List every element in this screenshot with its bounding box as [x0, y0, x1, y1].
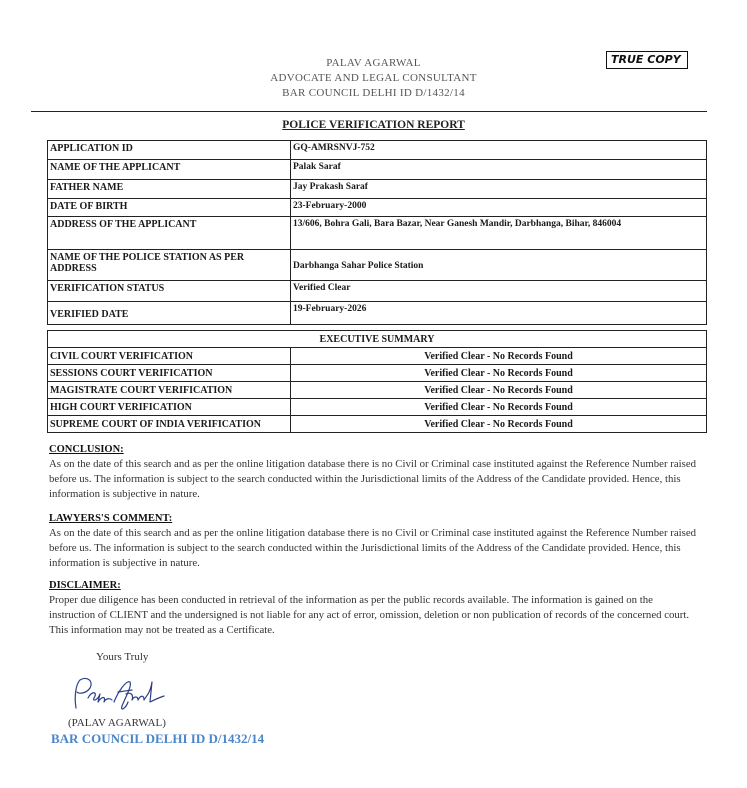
executive-summary-table	[47, 330, 707, 433]
summary-label: MAGISTRATE COURT VERIFICATION	[48, 382, 291, 399]
advocate-role: ADVOCATE AND LEGAL CONSULTANT	[270, 72, 477, 84]
report-title: POLICE VERIFICATION REPORT	[282, 119, 465, 131]
disclaimer-heading: DISCLAIMER:	[49, 580, 121, 591]
table-row	[48, 281, 707, 302]
header-divider	[31, 111, 707, 112]
detail-value: 23-February-2000	[291, 199, 707, 217]
summary-value: Verified Clear - No Records Found	[291, 348, 707, 365]
lawyers-comment-text: As on the date of this search and as per the online litigation database there is no Civil or Criminal case instituted against the Reference Number raised before us. The information is subject to the search conducted within the Jurisdictional limits of the Address of the Candidate provided. Hence, this information is subjective in nature.	[49, 527, 697, 569]
summary-value: Verified Clear - No Records Found	[291, 399, 707, 416]
true-copy-stamp: TRUE COPY	[606, 51, 688, 69]
table-row	[48, 199, 707, 217]
conclusion-text: As on the date of this search and as per the online litigation database there is no Civil or Criminal case instituted against the Reference Number raised before us. The information is subject to the search conducted within the Jurisdictional limits of the Address of the Candidate provided. Hence, this information is subjective in nature.	[49, 458, 697, 500]
closing-salutation: Yours Truly	[96, 651, 149, 663]
disclaimer-section	[49, 578, 701, 638]
table-row	[48, 141, 707, 160]
conclusion-section	[49, 442, 701, 502]
table-row	[48, 416, 707, 433]
signatory-name: (PALAV AGARWAL)	[68, 717, 166, 729]
lawyers-comment-heading: LAWYERS'S COMMENT:	[49, 513, 173, 524]
detail-label: NAME OF THE POLICE STATION AS PER ADDRESS	[48, 250, 291, 281]
detail-label: VERIFIED DATE	[48, 302, 291, 325]
table-row	[48, 217, 707, 250]
detail-value: Verified Clear	[291, 281, 707, 302]
detail-label: FATHER NAME	[48, 180, 291, 199]
detail-value: 19-February-2026	[291, 302, 707, 325]
detail-value: Jay Prakash Saraf	[291, 180, 707, 199]
conclusion-heading: CONCLUSION:	[49, 444, 124, 455]
detail-value: 13/606, Bohra Gali, Bara Bazar, Near Ganesh Mandir, Darbhanga, Bihar, 846004	[291, 217, 707, 250]
detail-label: APPLICATION ID	[48, 141, 291, 160]
summary-value: Verified Clear - No Records Found	[291, 382, 707, 399]
advocate-name: PALAV AGARWAL	[326, 57, 421, 69]
detail-value: Palak Saraf	[291, 160, 707, 180]
detail-label: VERIFICATION STATUS	[48, 281, 291, 302]
detail-value: Darbhanga Sahar Police Station	[291, 250, 707, 281]
details-table	[47, 140, 707, 325]
table-row	[48, 365, 707, 382]
table-row	[48, 348, 707, 365]
summary-label: HIGH COURT VERIFICATION	[48, 399, 291, 416]
handwritten-signature	[68, 672, 168, 714]
table-row	[48, 331, 707, 348]
lawyers-comment-section	[49, 511, 701, 571]
executive-summary-heading: EXECUTIVE SUMMARY	[48, 331, 707, 348]
footer-council-id: BAR COUNCIL DELHI ID D/1432/14	[51, 731, 265, 746]
detail-label: ADDRESS OF THE APPLICANT	[48, 217, 291, 250]
detail-value: GQ-AMRSNVJ-752	[291, 141, 707, 160]
table-row	[48, 160, 707, 180]
table-row	[48, 399, 707, 416]
detail-label: DATE OF BIRTH	[48, 199, 291, 217]
detail-label: NAME OF THE APPLICANT	[48, 160, 291, 180]
summary-value: Verified Clear - No Records Found	[291, 416, 707, 433]
council-id: BAR COUNCIL DELHI ID D/1432/14	[282, 87, 465, 99]
summary-label: SUPREME COURT OF INDIA VERIFICATION	[48, 416, 291, 433]
disclaimer-text: Proper due diligence has been conducted in retrieval of the information as per the public records available. The information is gained on the instruction of CLIENT and the undersigned is not liable for any act of error, omission, deletion or non publication of records of the concerned court. This information may not be treated as a Certificate.	[49, 594, 690, 636]
summary-label: SESSIONS COURT VERIFICATION	[48, 365, 291, 382]
summary-value: Verified Clear - No Records Found	[291, 365, 707, 382]
table-row	[48, 250, 707, 281]
table-row	[48, 180, 707, 199]
summary-label: CIVIL COURT VERIFICATION	[48, 348, 291, 365]
table-row	[48, 302, 707, 325]
table-row	[48, 382, 707, 399]
